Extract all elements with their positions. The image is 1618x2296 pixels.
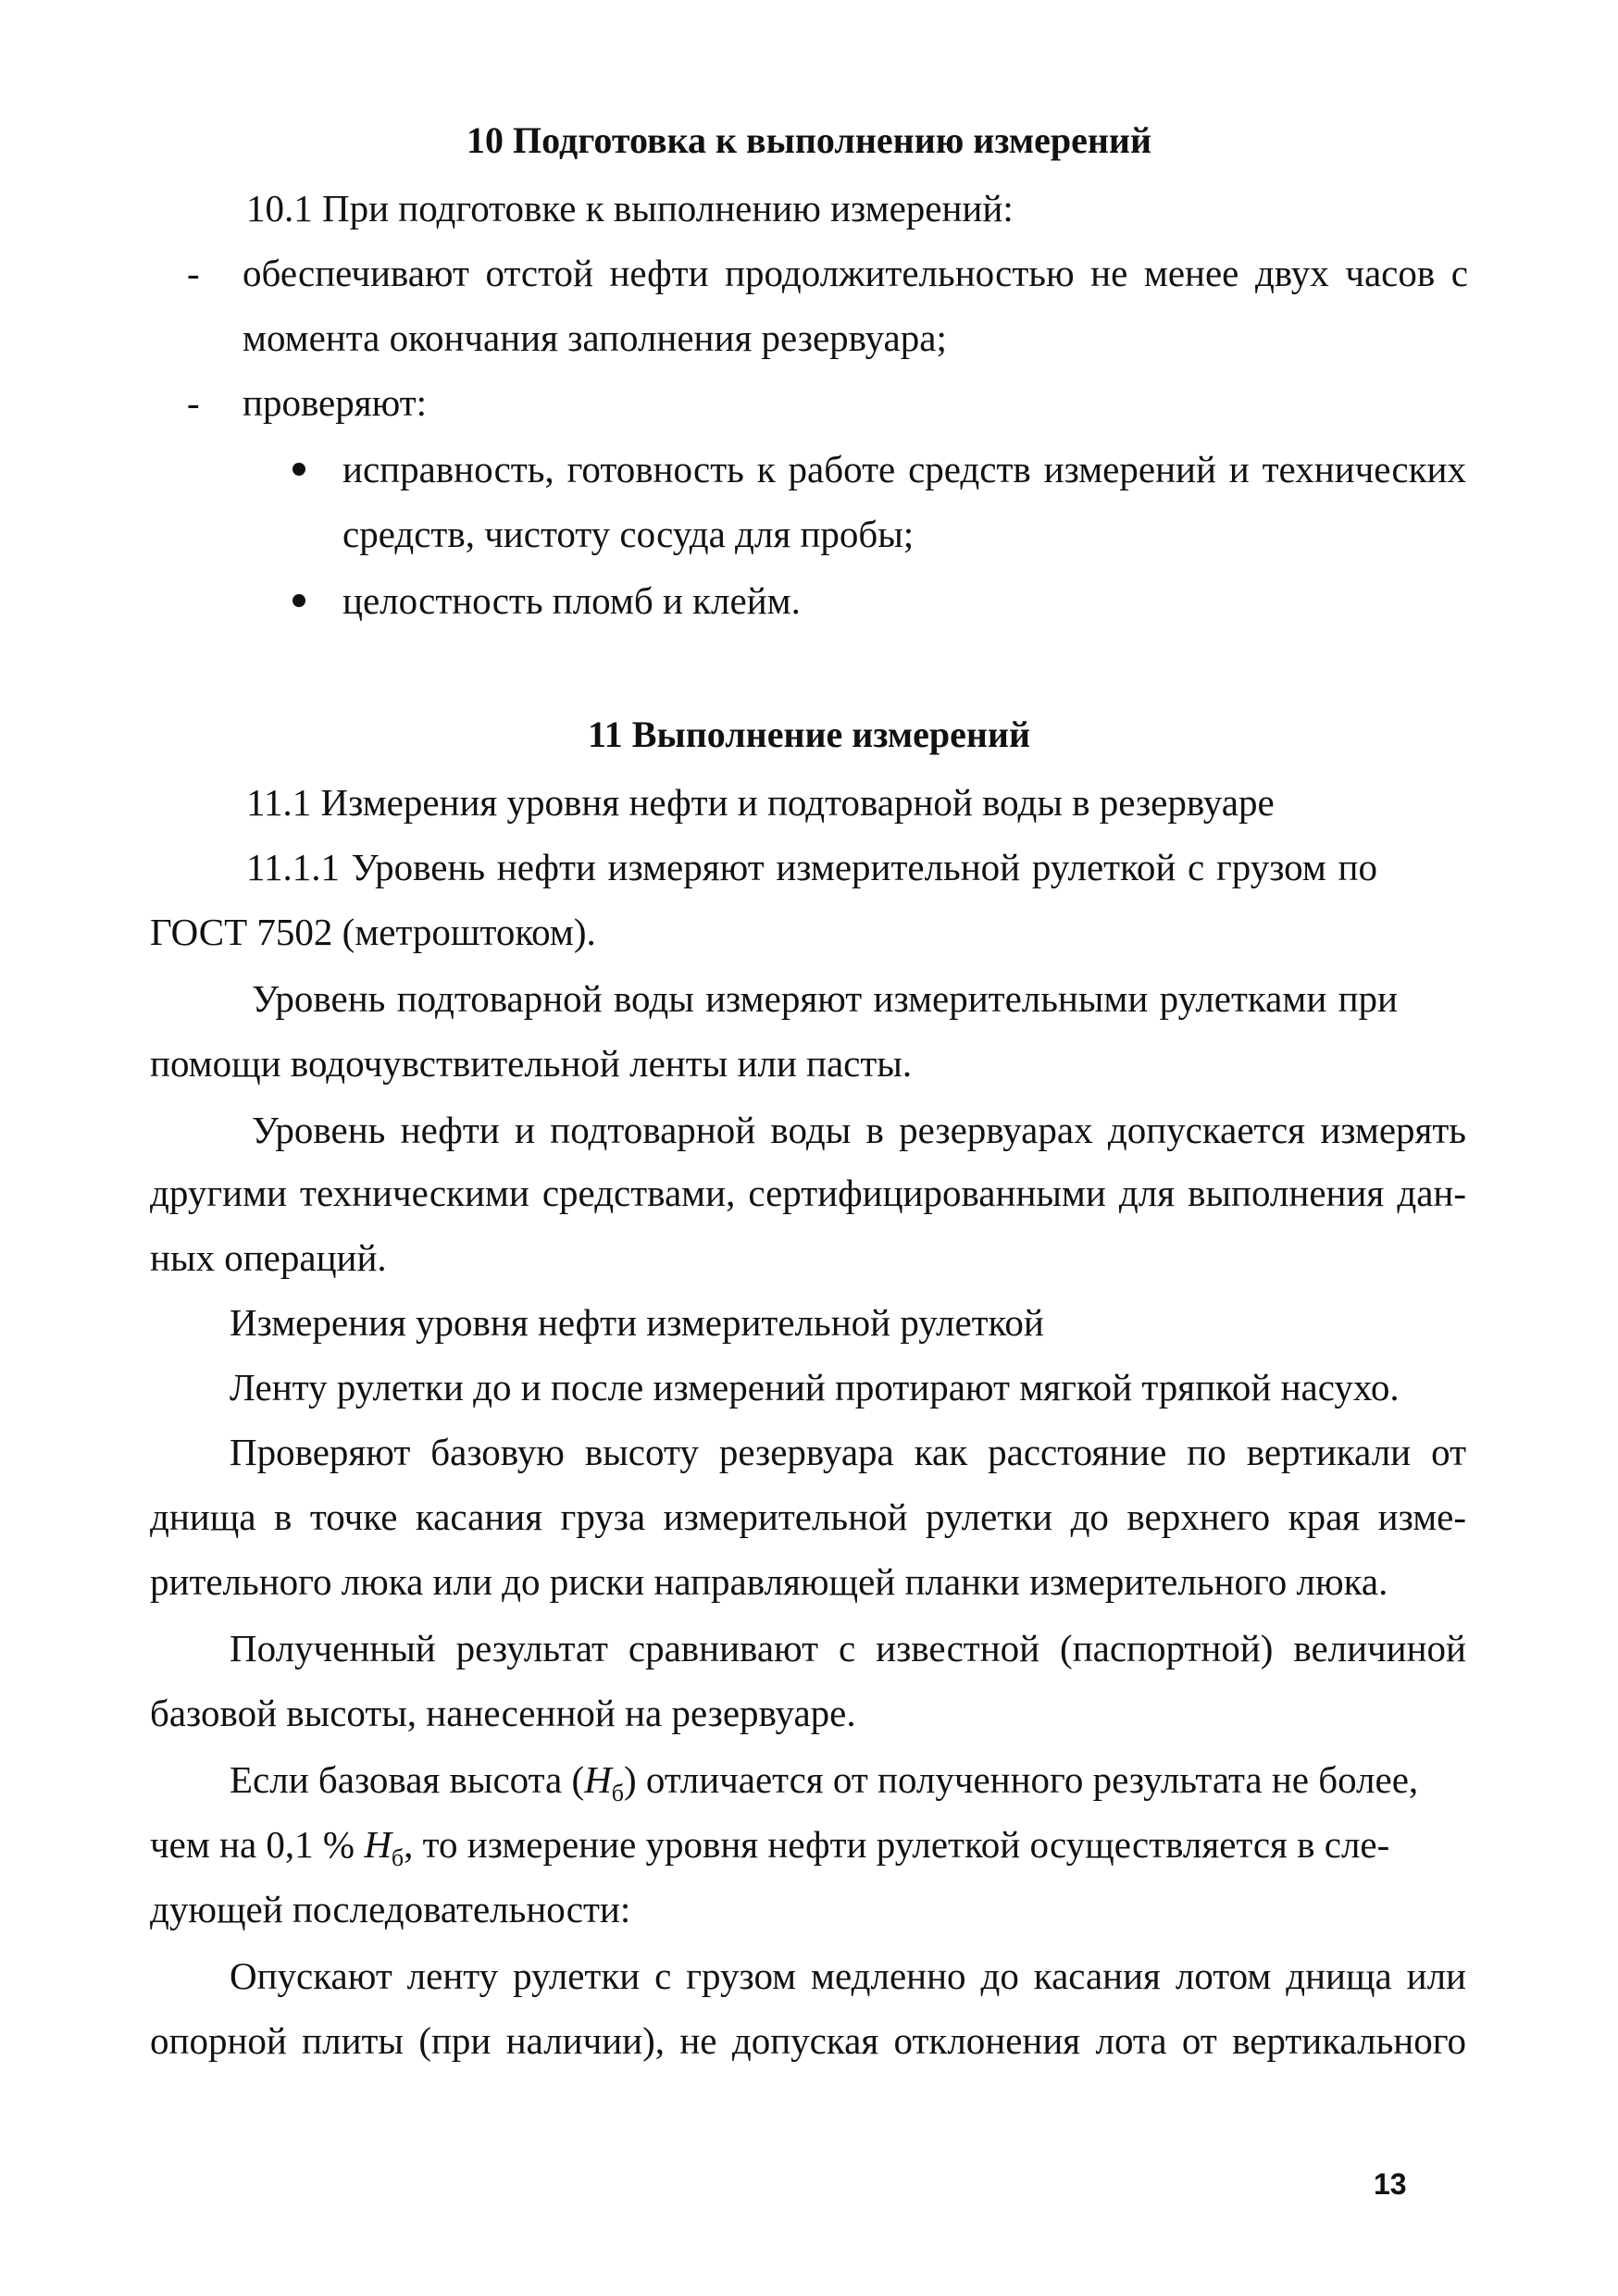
paragraph-result-compare-line-2: базовой высоты, нанесенной на резервуаре. <box>150 1692 856 1734</box>
dash-item-1-line-2: момента окончания заполнения резервуара; <box>243 316 947 359</box>
dash-item-1-line-1: обеспечивают отстой нефти продолжительностью не менее двух часов с <box>243 252 1468 294</box>
list-dash-marker: - <box>187 252 200 294</box>
paragraph-other-means-line-2: другими техническими средствами, сертифицированными для выполнения дан- <box>150 1172 1466 1214</box>
paragraph-11-1: 11.1 Измерения уровня нефти и подтоварной воды в резервуаре <box>246 781 1275 824</box>
paragraph-base-height-check-line-2: чем на 0,1 % $H_б$, то измерение уровня нефти рулеткой осуществляется в сле- <box>150 1823 1390 1872</box>
list-dash-marker: - <box>187 381 200 424</box>
paragraph-base-height-line-2: днища в точке касания груза измерительной рулетки до верхнего края изме- <box>150 1496 1466 1538</box>
bullet-item-1-line-1: исправность, готовность к работе средств измерений и технических <box>342 448 1466 490</box>
page-number: 13 <box>1374 2167 1407 2201</box>
paragraph-tape-measure-title: Измерения уровня нефти измерительной рулеткой <box>230 1301 1044 1344</box>
paragraph-10-1: 10.1 При подготовке к выполнению измерений: <box>246 187 1014 230</box>
paragraph-water-level-line-1: Уровень подтоварной воды измеряют измерительными рулетками при <box>252 977 1398 1020</box>
paragraph-11-1-1-line-1: 11.1.1 Уровень нефти измеряют измерительной рулеткой с грузом по <box>246 846 1377 888</box>
paragraph-base-height-check-line-1: Если базовая высота $(H_б)$ отличается от полученного результата не более, <box>230 1758 1419 1807</box>
paragraph-base-height-line-1: Проверяют базовую высоту резервуара как расстояние по вертикали от <box>230 1431 1466 1473</box>
bullet-item-2: целостность пломб и клейм. <box>342 579 801 622</box>
bullet-item-1-line-2: средств, чистоту сосуда для пробы; <box>342 513 915 555</box>
dash-item-2: проверяют: <box>243 381 428 424</box>
paragraph-lower-tape-line-2: опорной плиты (при наличии), не допуская отклонения лота от вертикального <box>150 2019 1466 2062</box>
paragraph-other-means-line-3: ных операций. <box>150 1236 387 1279</box>
paragraph-other-means-line-1: Уровень нефти и подтоварной воды в резервуарах допускается измерять <box>252 1109 1466 1151</box>
bullet-icon <box>292 463 305 476</box>
paragraph-wipe-tape: Ленту рулетки до и после измерений протирают мягкой тряпкой насухо. <box>230 1366 1400 1409</box>
section-11-heading: 11 Выполнение измерений <box>587 714 1030 755</box>
paragraph-11-1-1-line-2: ГОСТ 7502 (метроштоком). <box>150 911 596 953</box>
bullet-icon <box>292 594 305 607</box>
paragraph-water-level-line-2: помощи водочувствительной ленты или пасты. <box>150 1042 913 1085</box>
section-10-heading: 10 Подготовка к выполнению измерений <box>467 119 1151 161</box>
paragraph-base-height-check-line-3: дующей последовательности: <box>150 1888 631 1930</box>
paragraph-base-height-line-3: рительного люка или до риски направляющей планки измерительного люка. <box>150 1560 1388 1603</box>
paragraph-lower-tape-line-1: Опускают ленту рулетки с грузом медленно до касания лотом днища или <box>230 1955 1466 1997</box>
paragraph-result-compare-line-1: Полученный результат сравнивают с известной (паспортной) величиной <box>230 1627 1466 1669</box>
